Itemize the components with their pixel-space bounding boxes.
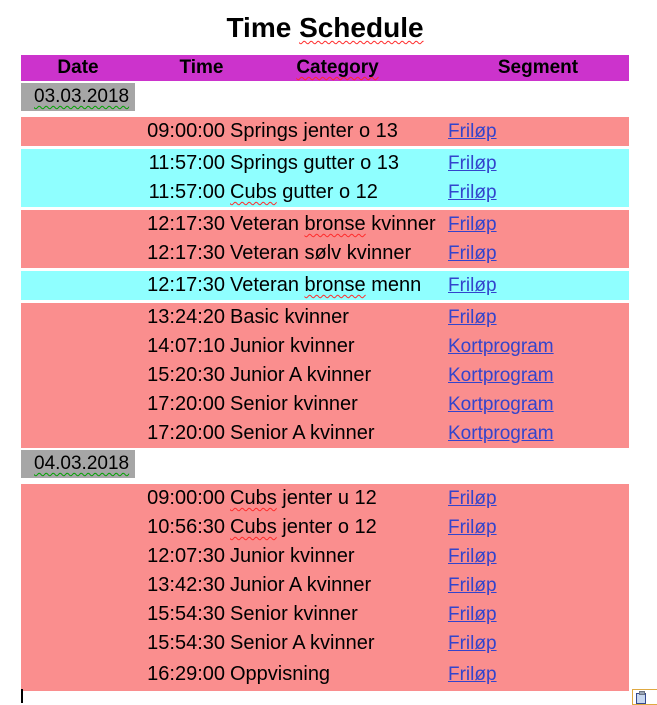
- category-cell: [228, 663, 447, 686]
- segment-link[interactable]: Friløp: [448, 633, 497, 654]
- text-part: Senior kvinner: [230, 603, 358, 625]
- time-cell: 15:20:30: [147, 364, 225, 386]
- misspelled-text: Cubs: [230, 487, 277, 509]
- text-part: menn: [365, 274, 422, 296]
- table-row: [21, 239, 629, 268]
- text-part: Veteran sølv kvinner: [230, 242, 412, 264]
- segment-cell: [447, 120, 629, 143]
- time-cell: 13:42:30: [147, 574, 225, 596]
- paste-options-button[interactable]: [632, 689, 657, 705]
- table-row: [21, 303, 629, 332]
- clipboard-clip: [639, 691, 645, 695]
- segment-cell: [447, 545, 629, 568]
- time-cell: 12:17:30: [147, 242, 225, 264]
- segment-link[interactable]: Friløp: [448, 664, 497, 685]
- segment-link[interactable]: Friløp: [448, 575, 497, 596]
- category-cell: [228, 516, 447, 539]
- text-part: Junior A kvinner: [230, 364, 372, 386]
- time-cell: 12:07:30: [147, 545, 225, 567]
- time-cell: 14:07:10: [147, 335, 225, 357]
- category-cell: [228, 335, 447, 358]
- text-cursor: [21, 689, 23, 703]
- segment-link[interactable]: Friløp: [448, 488, 497, 509]
- table-row: [21, 149, 629, 178]
- category-cell: [228, 120, 447, 143]
- column-header-label: Time: [179, 57, 224, 78]
- segment-link[interactable]: Friløp: [448, 307, 497, 328]
- clipboard-paste-icon: [636, 691, 648, 705]
- text-part: Oppvisning: [230, 663, 331, 685]
- time-cell: 10:56:30: [147, 516, 225, 538]
- table-row: [21, 332, 629, 361]
- time-cell: 12:17:30: [147, 213, 225, 235]
- segment-link[interactable]: Friløp: [448, 604, 497, 625]
- column-header-time: [155, 57, 248, 79]
- text-part: Veteran: [230, 274, 305, 296]
- text-part: jenter u 12: [276, 487, 377, 509]
- segment-link[interactable]: Kortprogram: [448, 394, 554, 415]
- row-group: [21, 484, 629, 691]
- date-label: 03.03.2018: [34, 86, 130, 107]
- text-part: Senior A kvinner: [230, 632, 375, 654]
- text-part: Springs gutter o 13: [230, 152, 399, 174]
- column-header-label: Date: [57, 57, 99, 78]
- segment-cell: [447, 632, 629, 655]
- date-cell: [21, 450, 135, 478]
- segment-cell: [447, 574, 629, 597]
- segment-link[interactable]: Friløp: [448, 153, 497, 174]
- date-cell: [21, 83, 135, 111]
- misspelled-text: Cubs: [230, 181, 277, 203]
- text-part: gutter o 12: [276, 181, 378, 203]
- date-label: 04.03.2018: [34, 453, 130, 474]
- page-title: [21, 0, 629, 44]
- text-part: Junior kvinner: [230, 335, 355, 357]
- row-group: [21, 149, 629, 207]
- segment-cell: [447, 242, 629, 265]
- category-cell: [228, 487, 447, 510]
- segment-cell: [447, 306, 629, 329]
- category-cell: [228, 603, 447, 626]
- category-cell: [228, 574, 447, 597]
- segment-link[interactable]: Friløp: [448, 275, 497, 296]
- segment-cell: [447, 603, 629, 626]
- segment-cell: [447, 393, 629, 416]
- misspelled-text: Cubs: [230, 516, 277, 538]
- time-cell: 17:20:00: [147, 422, 225, 444]
- time-cell: 09:00:00: [147, 487, 225, 509]
- table-row: [21, 117, 629, 146]
- text-part: Senior kvinner: [230, 393, 358, 415]
- segment-link[interactable]: Kortprogram: [448, 365, 554, 386]
- date-row: [21, 450, 629, 478]
- table-row: [21, 419, 629, 448]
- table-row: [21, 210, 629, 239]
- text-part: Time: [226, 12, 300, 43]
- table-row: [21, 484, 629, 513]
- category-cell: [228, 152, 447, 175]
- time-cell: 15:54:30: [147, 603, 225, 625]
- category-cell: [228, 242, 447, 265]
- text-part: jenter o 12: [276, 516, 377, 538]
- category-cell: [228, 393, 447, 416]
- time-cell: 09:00:00: [147, 120, 225, 142]
- segment-cell: [447, 422, 629, 445]
- category-cell: [228, 274, 447, 297]
- category-cell: [228, 545, 447, 568]
- column-header-segment: [447, 57, 629, 79]
- column-header-date: [21, 57, 135, 79]
- segment-link[interactable]: Friløp: [448, 517, 497, 538]
- column-header-category: [228, 57, 447, 79]
- time-cell: 12:17:30: [147, 274, 225, 296]
- segment-cell: [447, 335, 629, 358]
- segment-cell: [447, 487, 629, 510]
- row-group: [21, 210, 629, 268]
- table-row: [21, 390, 629, 419]
- segment-link[interactable]: Friløp: [448, 243, 497, 264]
- text-part: Basic kvinner: [230, 306, 349, 328]
- misspelled-text: bronse: [304, 213, 366, 235]
- category-cell: [228, 632, 447, 655]
- category-cell: [228, 364, 447, 387]
- text-part: Springs jenter o 13: [230, 120, 398, 142]
- table-row: [21, 629, 629, 658]
- schedule-table: [21, 55, 629, 691]
- time-cell: 16:29:00: [147, 663, 225, 685]
- row-group: [21, 271, 629, 300]
- segment-link[interactable]: Kortprogram: [448, 336, 554, 357]
- time-cell: 15:54:30: [147, 632, 225, 654]
- category-cell: [228, 181, 447, 204]
- text-part: Junior A kvinner: [230, 574, 372, 596]
- table-row: [21, 513, 629, 542]
- segment-cell: [447, 364, 629, 387]
- segment-link[interactable]: Friløp: [448, 182, 497, 203]
- column-header-label: Segment: [497, 57, 579, 78]
- table-row: [21, 178, 629, 207]
- time-cell: 13:24:20: [147, 306, 225, 328]
- segment-cell: [447, 274, 629, 297]
- text-part: Senior A kvinner: [230, 422, 375, 444]
- category-cell: [228, 213, 447, 236]
- segment-cell: [447, 213, 629, 236]
- row-group: [21, 303, 629, 448]
- table-row: [21, 571, 629, 600]
- segment-cell: [447, 663, 629, 686]
- column-header-label: Category: [296, 57, 379, 78]
- text-part: kvinner: [365, 213, 436, 235]
- table-row: [21, 658, 629, 691]
- category-cell: [228, 422, 447, 445]
- text-part: Veteran: [230, 213, 305, 235]
- segment-cell: [447, 181, 629, 204]
- time-cell: 17:20:00: [147, 393, 225, 415]
- table-row: [21, 271, 629, 300]
- time-cell: 11:57:00: [148, 152, 225, 174]
- row-group: [21, 117, 629, 146]
- table-header-row: [21, 55, 629, 81]
- segment-link[interactable]: Friløp: [448, 121, 497, 142]
- table-body: [21, 83, 629, 691]
- segment-link[interactable]: Kortprogram: [448, 423, 554, 444]
- segment-link[interactable]: Friløp: [448, 546, 497, 567]
- time-cell: 11:57:00: [148, 181, 225, 203]
- table-row: [21, 542, 629, 571]
- misspelled-text: Schedule: [299, 12, 424, 43]
- table-row: [21, 600, 629, 629]
- segment-link[interactable]: Friløp: [448, 214, 497, 235]
- text-part: Junior kvinner: [230, 545, 355, 567]
- segment-cell: [447, 152, 629, 175]
- segment-cell: [447, 516, 629, 539]
- category-cell: [228, 306, 447, 329]
- date-row: [21, 83, 629, 111]
- table-row: [21, 361, 629, 390]
- misspelled-text: bronse: [304, 274, 366, 296]
